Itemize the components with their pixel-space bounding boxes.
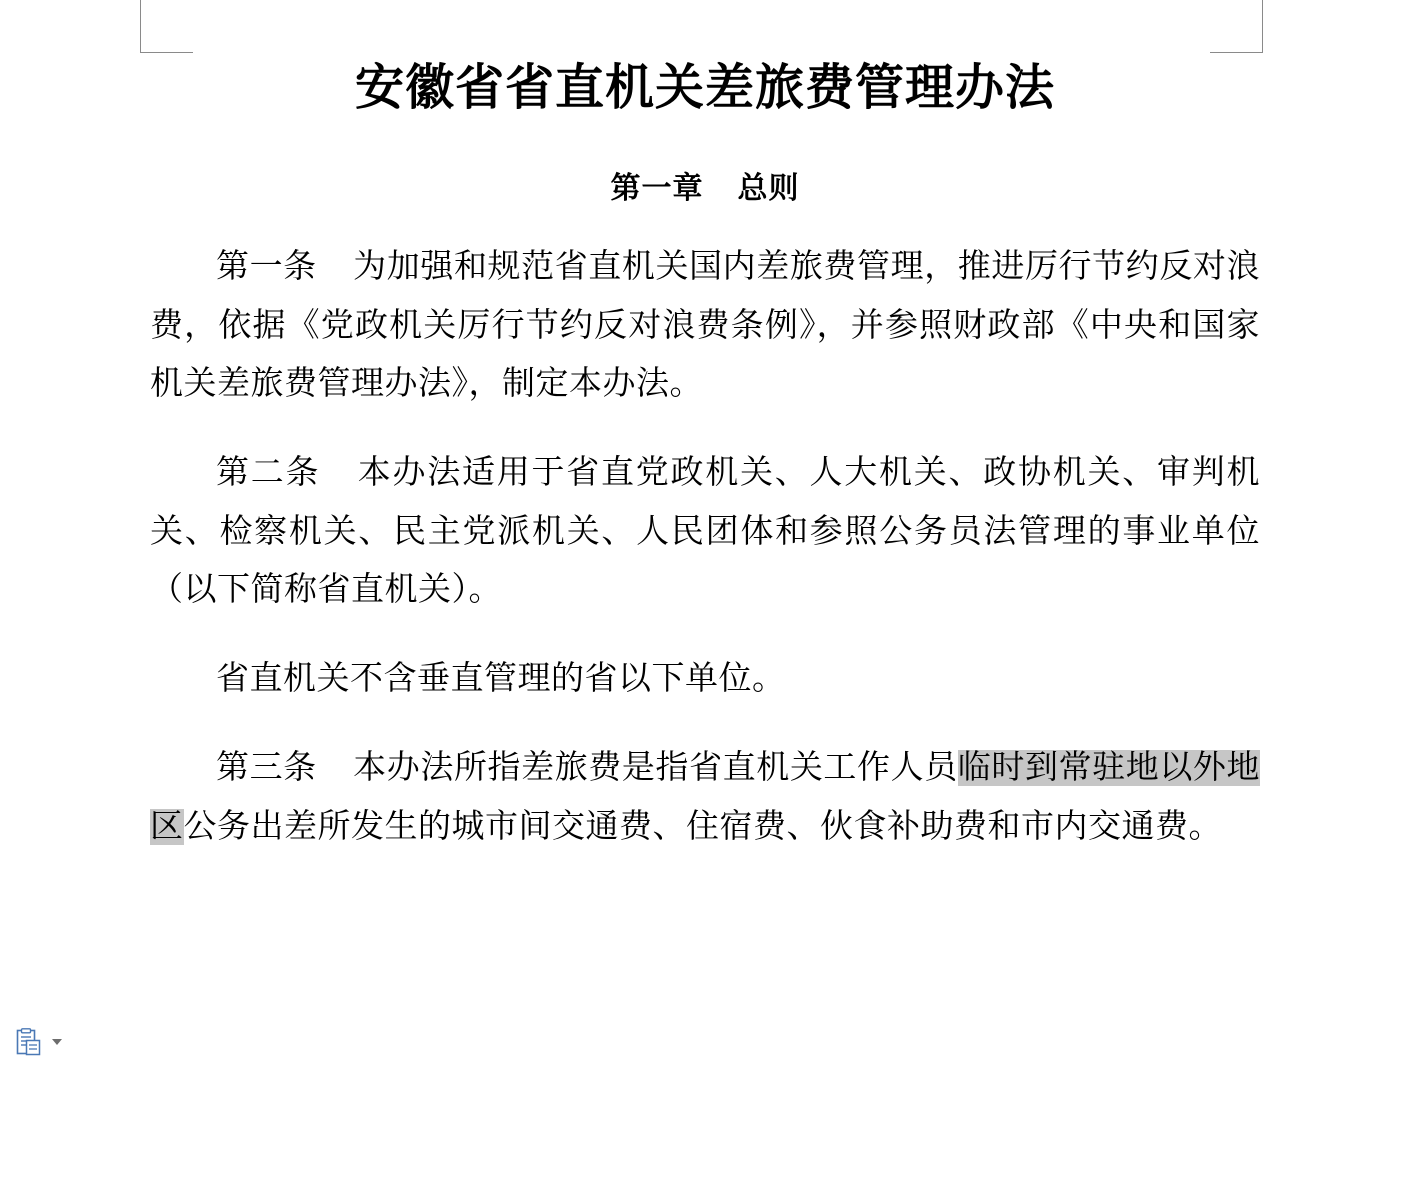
- paragraph-article-2-note: [150, 650, 1260, 709]
- paragraph-article-2: [150, 444, 1260, 620]
- paste-options-icon[interactable]: [16, 1028, 42, 1056]
- chapter-number: 第一章: [610, 170, 704, 206]
- highlighted-selection[interactable]: 临时到常驻地以外地区: [150, 749, 1261, 845]
- article-1-label: 第一条: [216, 248, 317, 285]
- chapter-name: 总则: [737, 170, 800, 206]
- article-1-text: 为加强和规范省直机关国内差旅费管理，推进厉行节约反对浪费，依据《党政机关厉行节约反对浪费条例》，并参照财政部《中央和国家机关差旅费管理办法》，制定本办法。: [150, 248, 1261, 403]
- chevron-down-icon[interactable]: [52, 1039, 62, 1045]
- article-3-text-before: 本办法所指差旅费是指省直机关工作人员: [353, 749, 958, 786]
- document-body: [150, 0, 1260, 856]
- paste-options-widget[interactable]: [16, 1028, 62, 1056]
- article-3-text-after: 公务出差所发生的城市间交通费、住宿费、伙食补助费和市内交通费。: [183, 808, 1222, 845]
- page-title: 安徽省省直机关差旅费管理办法: [354, 58, 1055, 116]
- article-2-note-text: 省直机关不含垂直管理的省以下单位。: [216, 661, 786, 698]
- article-2-text: 本办法适用于省直党政机关、人大机关、政协机关、审判机关、检察机关、民主党派机关、人民团体和参照公务员法管理的事业单位（以下简称省直机关）。: [150, 455, 1261, 609]
- article-2-label: 第二条: [216, 455, 321, 491]
- paragraph-article-3: [150, 739, 1260, 856]
- paragraph-article-1: [150, 238, 1260, 414]
- chapter-heading: [150, 169, 1260, 208]
- article-3-label: 第三条: [216, 749, 317, 786]
